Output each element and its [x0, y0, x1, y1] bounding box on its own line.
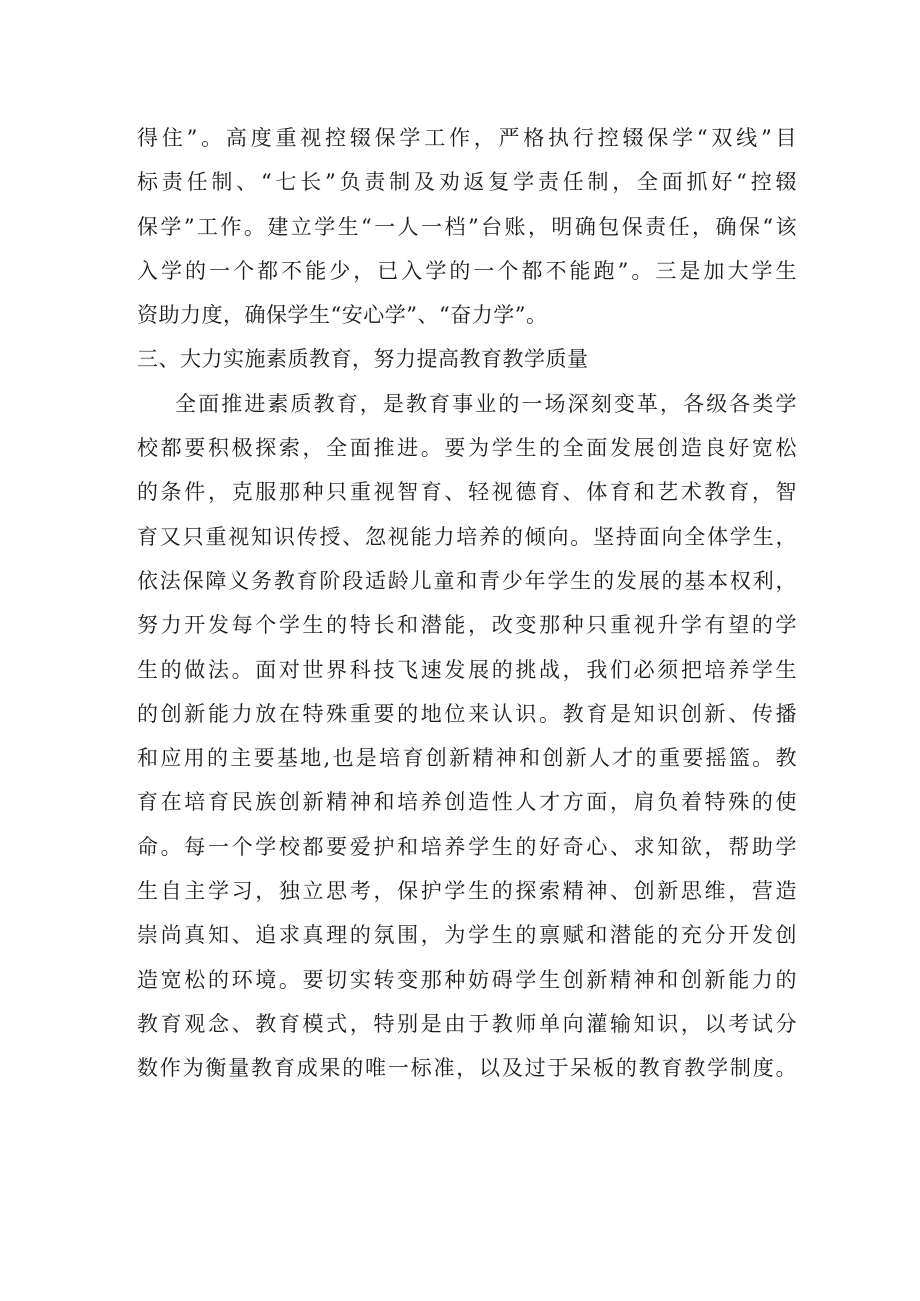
text-line: 生的做法。面对世界科技飞速发展的挑战，我们必须把培养学生 — [137, 657, 797, 682]
text-line: 三、大力实施素质教育，努力提高教育教学质量 — [137, 347, 589, 372]
text-line: 资助力度，确保学生“安心学”、“奋力学”。 — [137, 303, 548, 328]
text-line: 的创新能力放在特殊重要的地位来认识。教育是知识创新、传播 — [137, 701, 797, 726]
text-line: 命。每一个学校都要爱护和培养学生的好奇心、求知欲，帮助学 — [137, 834, 797, 859]
text-line: 保学”工作。建立学生“一人一档”台账，明确包保责任，确保“该 — [137, 214, 797, 239]
document-body — [137, 116, 797, 1091]
text-line: 育在培育民族创新精神和培养创造性人才方面，肩负着特殊的使 — [137, 790, 797, 815]
text-line: 崇尚真知、追求真理的氛围，为学生的禀赋和潜能的充分开发创 — [137, 923, 797, 948]
text-line: 得住”。高度重视控辍保学工作，严格执行控辍保学“双线”目 — [137, 126, 797, 150]
text-line: 育又只重视知识传授、忽视能力培养的倾向。坚持面向全体学生， — [137, 524, 797, 549]
text-line: 入学的一个都不能少，已入学的一个都不能跑”。三是加大学生 — [137, 258, 797, 283]
text-line: 和应用的主要基地,也是培育创新精神和创新人才的重要摇篮。教 — [137, 746, 797, 771]
text-line: 标责任制、“七长”负责制及劝返复学责任制，全面抓好“控辍 — [137, 170, 797, 195]
text-line: 教育观念、教育模式，特别是由于教师单向灌输知识，以考试分 — [137, 1011, 797, 1036]
text-line: 努力开发每个学生的特长和潜能，改变那种只重视升学有望的学 — [137, 613, 797, 638]
text-line: 的条件，克服那种只重视智育、轻视德育、体育和艺术教育，智 — [137, 480, 797, 505]
text-line: 校都要积极探索，全面推进。要为学生的全面发展创造良好宽松 — [137, 436, 797, 461]
text-line: 全面推进素质教育，是教育事业的一场深刻变革，各级各类学 — [175, 391, 797, 416]
text-line: 数作为衡量教育成果的唯一标准，以及过于呆板的教育教学制度。 — [137, 1056, 797, 1081]
text-line: 造宽松的环境。要切实转变那种妨碍学生创新精神和创新能力的 — [137, 967, 797, 992]
text-line: 生自主学习，独立思考，保护学生的探索精神、创新思维，营造 — [137, 879, 797, 904]
text-line: 依法保障义务教育阶段适龄儿童和青少年学生的发展的基本权利， — [137, 568, 797, 593]
